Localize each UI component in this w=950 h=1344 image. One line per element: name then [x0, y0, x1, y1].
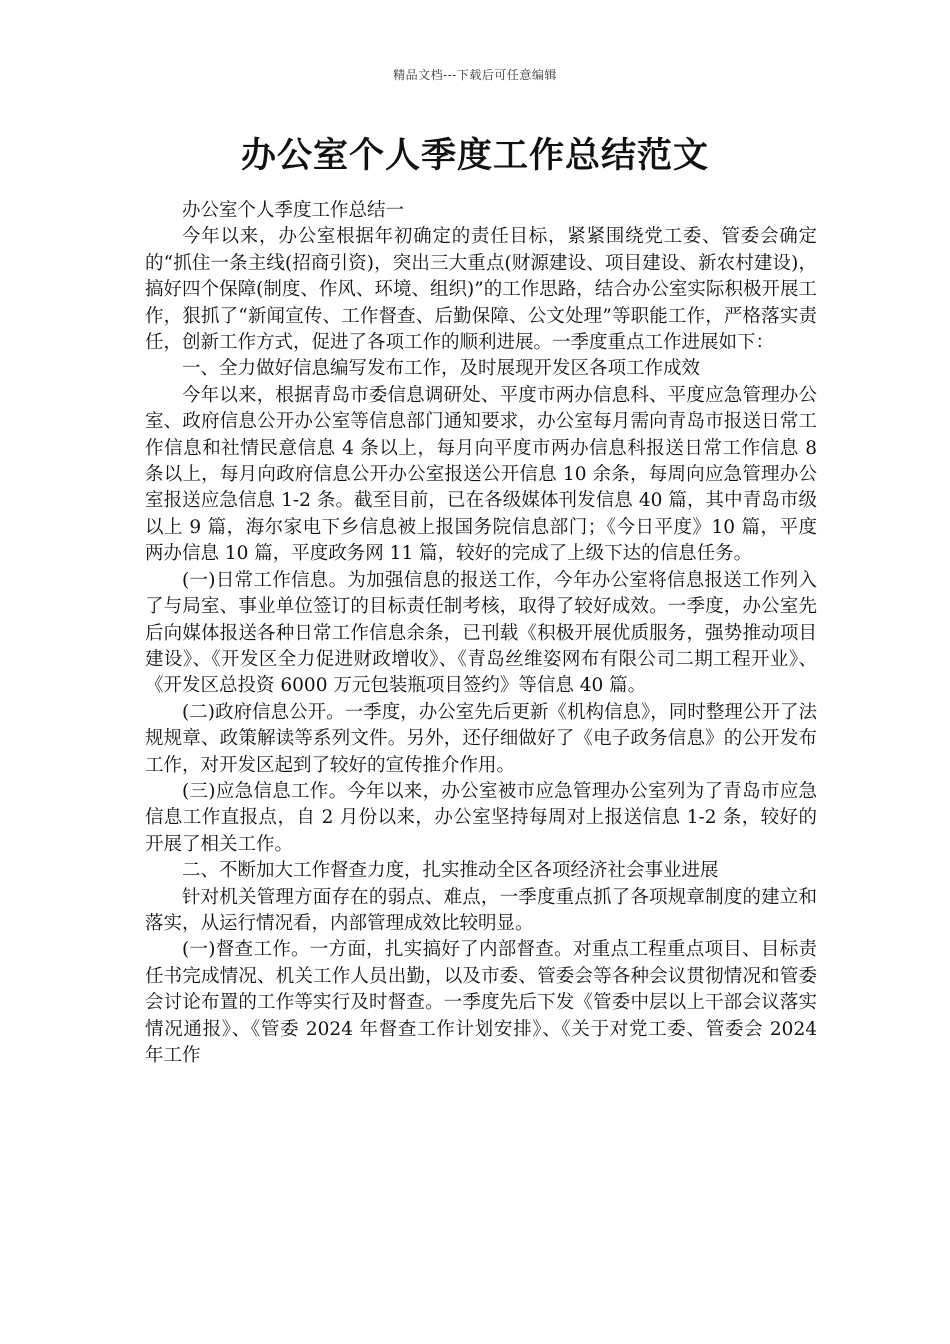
section-heading: 办公室个人季度工作总结一 — [182, 200, 405, 221]
body-paragraph: 今年以来，根据青岛市委信息调研处、平度市两办信息科、平度应急管理办公室、政府信息公开办公室等信息部门通知要求，办公室每月需向青岛市报送日常工作信息和社情民意信息 4 条以上，每月向平度市两办信息科报送日常工作信息 8 条以上，每月向政府信息公开办公室报送公开信息 10 余条，每周向应急管理办公室报送应急信息 1-2 条。截至目前，已在各级媒体刊发信息 40 篇，其中青岛市级以上 9 篇，海尔家电下乡信息被上报国务院信息部门；《今日平度》10 篇，平度两办信息 10 篇，平度政务网 11 篇，较好的完成了上级下达的信息任务。 — [145, 384, 817, 565]
section-heading: 一、全力做好信息编写发布工作，及时展现开发区各项工作成效 — [182, 358, 701, 380]
body-paragraph: (一)日常工作信息。为加强信息的报送工作，今年办公室将信息报送工作列入了与局室、事业单位签订的目标责任制考核，取得了较好成效。一季度，办公室先后向媒体报送各种日常工作信息余条，已刊载《积极开展优质服务，强势推动项目建设》、《开发区全力促进财政增收》、《青岛丝维姿网布有限公司二期工程开业》、《开发区总投资 6000 万元包装瓶项目签约》等信息 40 篇。 — [145, 569, 817, 697]
header-note: 精品文档---下载后可任意编辑 — [393, 68, 557, 82]
body-paragraph: (二)政府信息公开。一季度，办公室先后更新《机构信息》，同时整理公开了法规规章、政策解读等系列文件。另外，还仔细做好了《电子政务信息》的公开发布工作，对开发区起到了较好的宣传推介作用。 — [145, 701, 817, 776]
body-paragraph: 今年以来，办公室根据年初确定的责任目标，紧紧围绕党工委、管委会确定的“抓住一条主线(招商引资)，突出三大重点(财源建设、项目建设、新农村建设)，搞好四个保障(制度、作风、环境、组织)”的工作思路，结合办公室实际积极开展工作，狠抓了“新闻宣传、工作督查、后勤保障、公文处理”等职能工作，严格落实责任，创新工作方式，促进了各项工作的顺利进展。一季度重点工作进展如下： — [145, 226, 817, 354]
body-paragraph: (一)督查工作。一方面，扎实搞好了内部督查。对重点工程重点项目、目标责任书完成情况、机关工作人员出勤，以及市委、管委会等各种会议贯彻情况和管委会讨论布置的工作等实行及时督查。一季度先后下发《管委中层以上干部会议落实情况通报》、《管委 2024 年督查工作计划安排》、《关于对党工委、管委会 2024 年工作 — [145, 939, 817, 1066]
document-body — [145, 198, 817, 1069]
body-paragraph: 针对机关管理方面存在的弱点、难点，一季度重点抓了各项规章制度的建立和落实，从运行情况看，内部管理成效比较明显。 — [145, 886, 817, 934]
document-title: 办公室个人季度工作总结范文 — [240, 136, 709, 176]
section-heading: 二、不断加大工作督查力度，扎实推动全区各项经济社会事业进展 — [182, 860, 719, 882]
body-paragraph: (三)应急信息工作。今年以来，办公室被市应急管理办公室列为了青岛市应急信息工作直报点，自 2 月份以来，办公室坚持每周对上报送信息 1-2 条，较好的开展了相关工作。 — [145, 780, 817, 855]
